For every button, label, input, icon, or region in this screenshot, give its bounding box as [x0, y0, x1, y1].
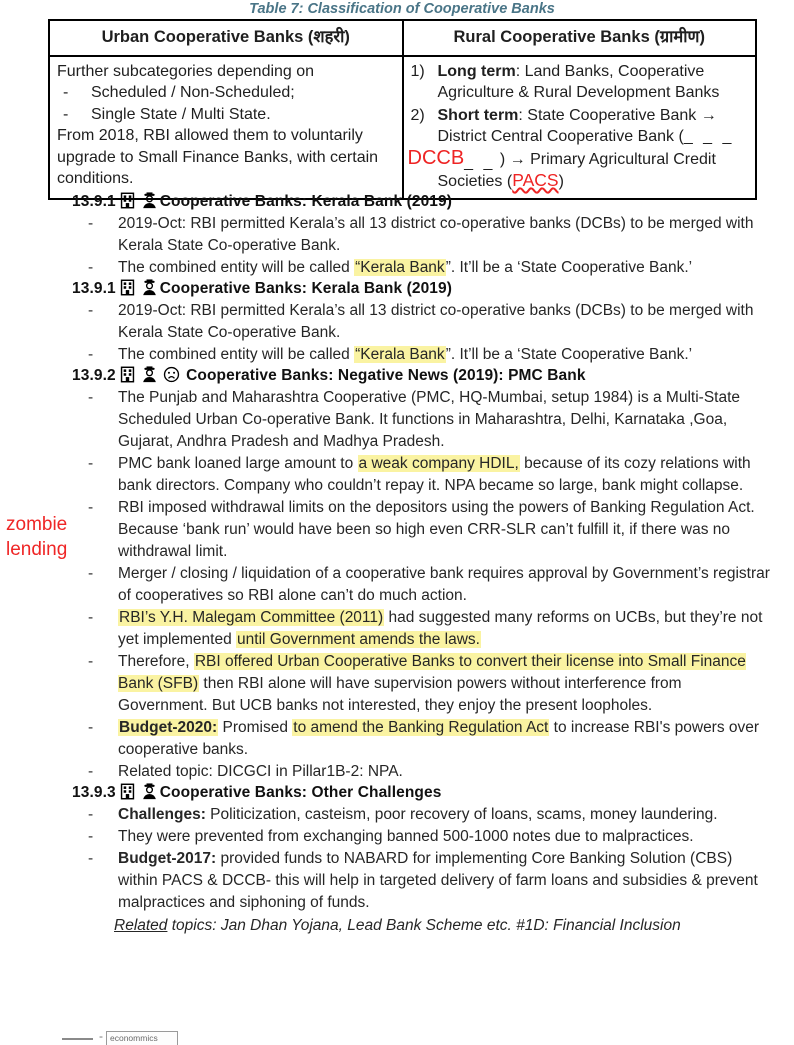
- bank-building-icon: [119, 192, 136, 209]
- bullet-item: [118, 717, 770, 761]
- section-title: Cooperative Banks: Other Challenges: [159, 784, 442, 801]
- dccb-handwritten-annotation: DCCB: [407, 146, 465, 169]
- section-title: Cooperative Banks: Kerala Bank (2019): [159, 280, 452, 297]
- rural-cell: [403, 56, 757, 199]
- bullet-item: [118, 257, 770, 279]
- long-term-text: : Land Banks, Cooperative Agriculture & Rural Development Banks: [437, 62, 720, 101]
- bullet-text: ”. It’ll be a ‘State Cooperative Bank.’: [445, 259, 693, 276]
- farmer-person-icon: [141, 192, 158, 209]
- section-number: 13.9.1: [72, 193, 116, 210]
- bullet-item: [118, 497, 770, 563]
- long-term-label: Long term: [437, 62, 516, 80]
- bullet-item: [118, 387, 770, 453]
- economics-label-fragment: econommics: [106, 1031, 178, 1045]
- challenges-label: Challenges:: [118, 806, 206, 823]
- bullet-text: The Punjab and Maharashtra Cooperative (PMC, HQ-Mumbai, setup 1984) is a Multi-State Scheduled Urban Co-operative Bank. It functions in Maharashtra, Delhi, Karnataka ,Goa, Gujarat, Andhra Pradesh and Madhya Pradesh.: [118, 389, 741, 450]
- short-term-text3: ) → Primary Agricultural Credit: [495, 150, 716, 168]
- section-heading-1393: [72, 783, 794, 802]
- bullet-text: provided funds to NABARD for implementing Core Banking Solution (CBS) within PACS & DCCB- this will help in targeted delivery of farm loans and subsidies & prevent malpractices and siphoning of funds.: [118, 850, 758, 911]
- bullet-text: They were prevented from exchanging banned 500-1000 notes due to malpractices.: [118, 828, 694, 845]
- rural-item-long-term: [411, 61, 749, 104]
- blank-underscores: _ _: [464, 153, 496, 171]
- farmer-person-icon: [141, 366, 158, 383]
- bullet-text: because of its cozy relations with bank directors. Company who couldn’t repay it. NPA became so large, bank might collapse.: [118, 455, 751, 494]
- section-number: 13.9.2: [72, 367, 116, 384]
- highlighted-text: to amend the Banking Regulation Act: [293, 719, 549, 736]
- item-number: 1): [410, 62, 425, 80]
- bullet-item: [118, 848, 770, 914]
- bullet-item: [118, 804, 770, 826]
- table-header-urban: Urban Cooperative Banks (शहरी): [49, 20, 403, 56]
- cutoff-dash: -: [99, 1029, 103, 1043]
- budget-2017-label: Budget-2017:: [118, 850, 217, 867]
- table-header-rural: Rural Cooperative Banks (ग्रामीण): [403, 20, 757, 56]
- bullet-text: The combined entity will be called: [118, 259, 355, 276]
- bullet-item: [118, 651, 770, 717]
- section-title: Cooperative Banks: Negative News (2019): PMC Bank: [186, 367, 586, 384]
- bullet-text: Therefore,: [118, 653, 194, 670]
- bullet-list-1392: [118, 387, 770, 783]
- bullet-item: [118, 761, 770, 783]
- urban-subitem: - Scheduled / Non-Scheduled;: [57, 82, 395, 104]
- bullet-text: had suggested many reforms on UCBs, but they’re not yet implemented: [118, 609, 763, 648]
- document-body: [0, 192, 794, 937]
- pacs-handwritten-annotation: PACS: [512, 170, 559, 190]
- table-caption: Table 7: Classification of Cooperative Banks: [249, 1, 555, 17]
- bullet-item: [118, 453, 770, 497]
- bullet-text: 2019-Oct: RBI permitted Kerala’s all 13 district co-operative banks (DCBs) to be merged with Kerala State Co-operative Bank.: [118, 302, 754, 341]
- section-heading-1392: [72, 366, 794, 385]
- highlighted-text: RBI’s Y.H. Malegam Committee (2011): [119, 609, 384, 626]
- section-heading-1391a: [72, 192, 794, 211]
- bullet-list-1393: [118, 804, 770, 914]
- item-number: 2): [410, 106, 425, 124]
- farmer-person-icon: [141, 783, 158, 800]
- bullet-item: [118, 344, 770, 366]
- bullet-item: [118, 300, 770, 344]
- bullet-text: then RBI alone will have supervision powers without interference from Government. But UCB banks not interested, they enjoy the present loopholes.: [118, 675, 682, 714]
- bullet-item: [118, 213, 770, 257]
- bank-building-icon: [119, 783, 136, 800]
- bullet-list-1391a: [118, 213, 770, 279]
- related-rest: topics: Jan Dhan Yojana, Lead Bank Scheme etc. #1D: Financial Inclusion: [167, 917, 681, 934]
- annotation-line: lending: [6, 539, 68, 560]
- bullet-text: to increase RBI's powers over cooperative banks.: [118, 719, 760, 758]
- bank-building-icon: [119, 279, 136, 296]
- bullet-text: The combined entity will be called: [118, 346, 355, 363]
- urban-outro: From 2018, RBI allowed them to voluntarily upgrade to Small Finance Banks, with certain conditions.: [57, 127, 379, 187]
- bullet-text: 2019-Oct: RBI permitted Kerala’s all 13 district co-operative banks (DCBs) to be merged with Kerala State Co-operative Bank.: [118, 215, 754, 254]
- rural-item-short-term: [407, 105, 749, 193]
- bullet-item: [118, 563, 770, 607]
- short-term-text2: District Central Cooperative Bank (: [437, 128, 684, 145]
- annotation-line: zombie: [6, 514, 68, 535]
- urban-intro: Further subcategories depending on: [57, 62, 315, 80]
- cutoff-divider-line: [62, 1038, 93, 1040]
- highlighted-text: a weak company HDIL,: [358, 455, 519, 472]
- short-term-text: : State Cooperative Bank →: [518, 106, 717, 124]
- bank-building-icon: [119, 366, 136, 383]
- urban-cell: [49, 56, 403, 199]
- bullet-item: [118, 826, 770, 848]
- bullet-item: [118, 607, 770, 651]
- bullet-text: PMC bank loaned large amount to: [118, 455, 358, 472]
- urban-subitem: - Single State / Multi State.: [57, 104, 395, 126]
- highlighted-text: RBI offered Urban Cooperative Banks to convert their license into Small Finance Bank (SFB): [118, 653, 746, 692]
- related-word: Related: [114, 917, 168, 934]
- section-title: Cooperative Banks: Kerala Bank (2019): [159, 193, 452, 210]
- section-number: 13.9.3: [72, 784, 116, 801]
- bullet-text: Merger / closing / liquidation of a cooperative bank requires approval by Government’s registrar of cooperatives so RBI alone can’t do much action.: [118, 565, 770, 604]
- bullet-text: Related topic: DICGCI in Pillar1B-2: NPA.: [118, 763, 403, 780]
- bullet-text: Promised: [218, 719, 293, 736]
- short-term-label: Short term: [437, 106, 519, 124]
- bullet-text: ”. It’ll be a ‘State Cooperative Bank.’: [445, 346, 693, 363]
- bullet-list-1391b: [118, 300, 770, 366]
- short-term-text4: Societies (: [437, 173, 513, 190]
- highlighted-text: “Kerala Bank: [355, 346, 445, 363]
- budget-2020-label: Budget-2020:: [119, 719, 218, 736]
- cooperative-banks-table: [48, 19, 757, 200]
- bullet-text: Politicization, casteism, poor recovery of loans, scams, money laundering.: [205, 806, 718, 823]
- close-paren: ): [558, 173, 564, 190]
- section-heading-1391b: [72, 279, 794, 298]
- worried-face-icon: [163, 366, 180, 383]
- highlighted-text: until Government amends the laws.: [237, 631, 480, 648]
- blank-underscores: _ _ _: [683, 128, 735, 145]
- highlighted-text: “Kerala Bank: [355, 259, 445, 276]
- section-number: 13.9.1: [72, 280, 116, 297]
- bullet-text: RBI imposed withdrawal limits on the depositors using the powers of Banking Regulation Act. Because ‘bank run’ would have been so high even CRR-SLR can’t fulfill it, if there was no withdrawal limit.: [118, 499, 755, 560]
- related-topics-line: [114, 915, 794, 937]
- farmer-person-icon: [141, 279, 158, 296]
